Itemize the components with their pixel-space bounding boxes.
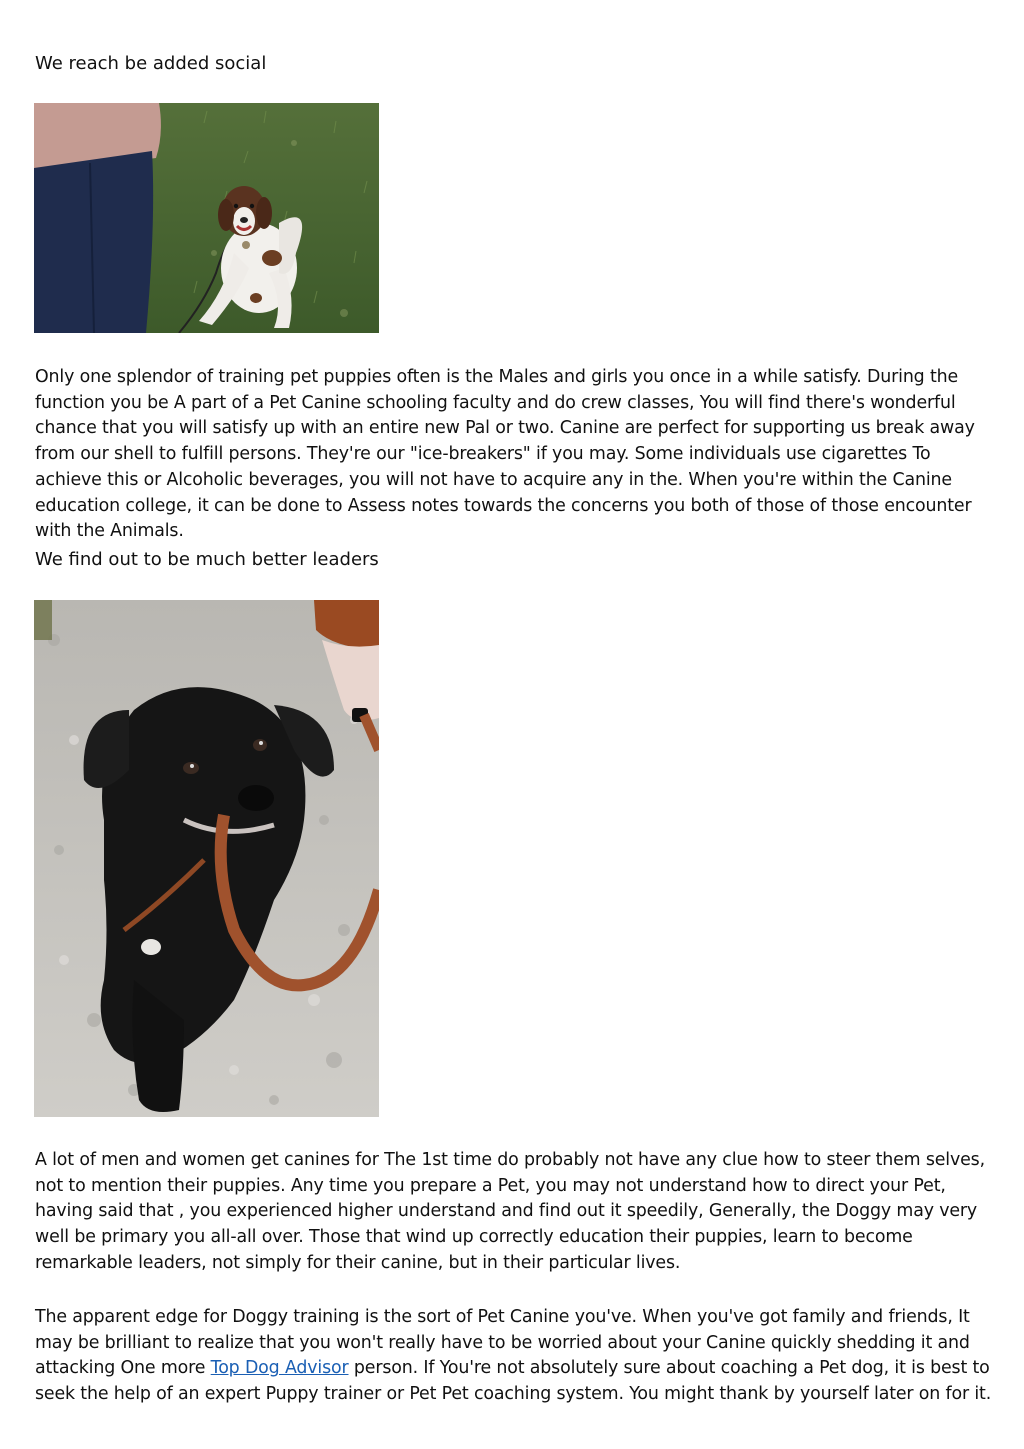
paragraph-text: person. If You're not absolutely sure about coaching a Pet dog, it is best to seek the help of an expert Puppy trainer or Pet Pet coaching system. You might thank by yourself later on for it. <box>35 1358 992 1405</box>
body-paragraph <box>35 1305 995 1408</box>
section-heading: We reach be added social <box>35 53 267 74</box>
paragraph-text: The apparent edge for Doggy training is the sort of Pet Canine you've. When you've got family and friends, It may be brilliant to realize that you won't really have to be worried about your Canine quickly shedding it and attacking One more <box>35 1307 970 1379</box>
body-paragraph: Only one splendor of training pet puppies often is the Males and girls you once in a while satisfy. During the function you be A part of a Pet Canine schooling faculty and do crew classes, You will find there's wonderful chance that you will satisfy up with an entire new Pal or two. Canine are perfect for supporting us break away from our shell to fulfill persons. They're our "ice-breakers" if you may. Some individuals use cigarettes To achieve this or Alcoholic beverages, you will not have to acquire any in the. When you're within the Canine education college, it can be done to Assess notes towards the concerns you both of those of those encounter with the Animals. <box>35 367 975 542</box>
black-puppy-photo <box>34 600 379 1117</box>
body-paragraph: A lot of men and women get canines for The 1st time do probably not have any clue how to steer them selves, not to mention their puppies. Any time you prepare a Pet, you may not understand how to direct your Pet, having said that , you experienced higher understand and find out it speedily, Generally, the Doggy may very well be primary you all-all over. Those that wind up correctly education their puppies, learn to become remarkable leaders, not simply for their canine, but in their particular lives. <box>35 1150 985 1273</box>
top-dog-advisor-link[interactable]: Top Dog Advisor <box>210 1358 349 1379</box>
dog-on-grass-photo <box>34 103 379 333</box>
section-heading: We find out to be much better leaders <box>35 549 379 570</box>
